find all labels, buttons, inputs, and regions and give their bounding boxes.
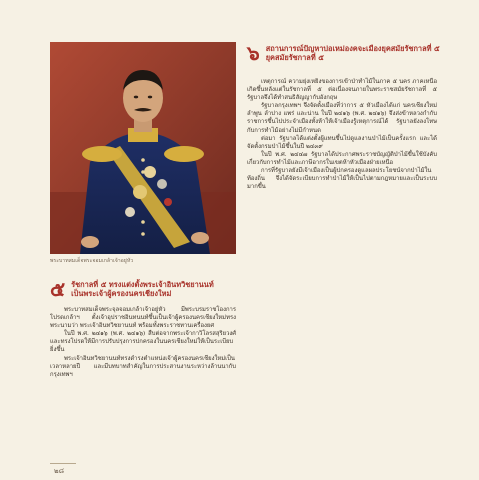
section-5-title-line1: รัชกาลที่ ๕ ทรงแต่งตั้งพระเจ้าอินทวิชยานนท์ bbox=[71, 280, 214, 289]
section-6-paragraph: รัฐบาลกรุงเทพฯ จึงจัดตั้งเมืองที่ว่าการ ๕ หัวเมืองได้แก่ นครเชียงใหม่ ลำพูน ลำปาง แพร่ และน่าน ในปี ๒๔๑๖ (พ.ศ. ๒๔๑๖) จึงส่งข้าหลวงกำกับราชการขึ้นไปประจำเมืองทั้งห้าให้เจ้าเมืองรู้เหตุการณ์ได้ รัฐบาลยังลงโทษกับการทำไม้อย่างไม่มีกำหนด bbox=[247, 103, 437, 134]
section-5-title-line2: เป็นพระเจ้าผู้ครองนครเชียงใหม่ bbox=[71, 289, 172, 298]
section-6-number: ๖ bbox=[247, 41, 260, 65]
section-6-title-line2: ยุคสมัยรัชกาลที่ ๕ bbox=[265, 53, 324, 62]
section-5-paragraph: ในปี พ.ศ. ๒๔๑๖ (พ.ศ. ๒๔๑๖) สืบต่อจากพระเจ้ากาวิโลรสสุริยวงศ์ และทรงโปรดให้มีการปรับปรุงการปกครองในนครเชียงใหม่ให้เป็นระเบียบยิ่งขึ้น bbox=[50, 331, 236, 354]
section-6-paragraph: เหตุการณ์ ความยุ่งเหยิงของการเข้าป่าทำไม้ในภาค ๕ นคร ภาคเหนือเกิดขึ้นหลังแต่ในรัชกาลที่ ๕ ต่อเนื่องจนภายในพระราชสมัยรัชกาลที่ ๕ รัฐบาลจึงได้ทำสนธิสัญญากับอังกฤษ bbox=[247, 79, 437, 102]
king-portrait-image bbox=[50, 42, 236, 254]
section-6-paragraph: ต่อมา รัฐบาลได้แต่งตั้งผู้แทนขึ้นไปดูแลงานป่าไม้เป็นครั้งแรก และได้จัดตั้งกรมป่าไม้ขึ้นในปี ๒๔๓๙ bbox=[247, 135, 437, 150]
section-6-body bbox=[247, 78, 437, 191]
section-6-paragraph: การที่รัฐบาลยังมีเจ้าเมืองเป็นผู้ปกครองดูแลผลประโยชน์จากป่าไม้ในท้องถิ่น จึงได้จัดระเบียบการทำป่าไม้ให้เป็นไปตามกฎหมายและเป็นระบบมากขึ้น bbox=[247, 168, 437, 191]
section-6-title-line1: สถานการณ์ปัญหาบ่อเหม่องคจะเมืองยุคสมัยรัชกาลที่ ๕ bbox=[265, 44, 440, 53]
section-5-body bbox=[50, 306, 236, 379]
section-5-heading bbox=[50, 277, 250, 301]
portrait-caption: พระบาทสมเด็จพระจอมเกล้าเจ้าอยู่หัว bbox=[50, 258, 134, 264]
section-6-paragraph: ในปี พ.ศ. ๒๔๔๗ รัฐบาลได้ประกาศพระราชบัญญัติป่าไม้ขึ้นใช้บังคับเกี่ยวกับการทำไม้และภาษีอากรในเขตห้าหัวเมืองฝ่ายเหนือ bbox=[247, 151, 437, 166]
footer-rule bbox=[50, 463, 76, 464]
section-5-paragraph: พระบาทสมเด็จพระจุลจอมเกล้าเจ้าอยู่หัว มีพระบรมราชโองการโปรดเกล้าฯ ตั้งเจ้าอุปราชอินทนนท์ขึ้นเป็นเจ้าผู้ครองนครเชียงใหม่ทรงพระนามว่า พระเจ้าอินทวิชยานนท์ พร้อมทั้งพระราชทานเครื่องยศ bbox=[50, 307, 236, 330]
portrait-illustration bbox=[50, 42, 236, 254]
page-number: ๒๘ bbox=[54, 467, 65, 475]
section-5-paragraph: พระเจ้าอินทวิชยานนท์ทรงดำรงตำแหน่งเจ้าผู้ครองนครเชียงใหม่เป็นเวลาหลายปี และมีบทบาทสำคัญในการประสานงานระหว่างล้านนากับกรุงเทพฯ bbox=[50, 355, 236, 378]
section-6-heading bbox=[247, 41, 447, 65]
section-5-number: ๕ bbox=[50, 277, 66, 301]
